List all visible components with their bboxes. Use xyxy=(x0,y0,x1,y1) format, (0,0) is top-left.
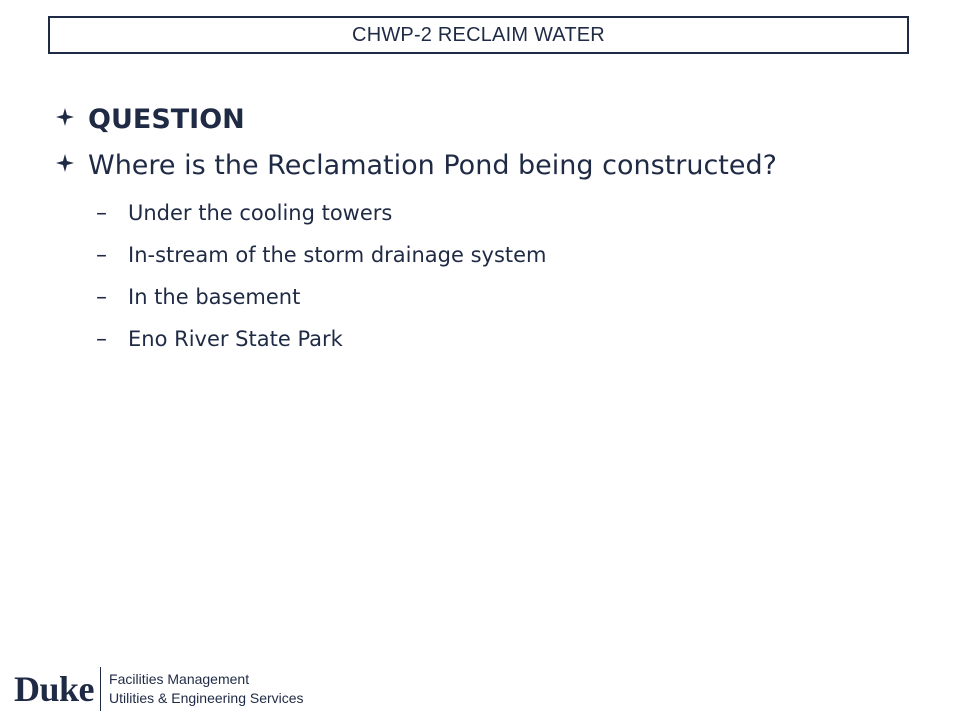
answer-option xyxy=(96,192,916,234)
footer-division: Utilities & Engineering Services xyxy=(109,690,304,706)
dash-glyph: – xyxy=(96,242,107,268)
four-point-star-icon xyxy=(56,154,88,172)
answer-option xyxy=(96,318,916,360)
dash-glyph: – xyxy=(96,284,107,310)
slide-title-box xyxy=(48,16,909,54)
bullet-list xyxy=(56,100,916,360)
bullet-text: Where is the Reclamation Pond being constructed? xyxy=(88,150,777,181)
footer-department: Facilities Management xyxy=(109,671,250,687)
four-point-star-icon xyxy=(56,108,88,126)
dash-glyph: – xyxy=(96,200,107,226)
bullet-text: QUESTION xyxy=(88,104,245,135)
footer-divider xyxy=(100,667,101,711)
answer-option-text: In-stream of the storm drainage system xyxy=(128,243,547,267)
bullet-item-prompt xyxy=(56,146,916,192)
slide-title: CHWP-2 RECLAIM WATER xyxy=(352,23,605,46)
duke-logo: Duke xyxy=(14,669,95,709)
footer-text-block xyxy=(109,670,304,708)
footer xyxy=(14,664,304,714)
answer-option-text: In the basement xyxy=(128,285,301,309)
answer-option-text: Under the cooling towers xyxy=(128,201,393,225)
answer-option-text: Eno River State Park xyxy=(128,327,343,351)
dash-glyph: – xyxy=(96,326,107,352)
answer-option xyxy=(96,234,916,276)
bullet-item-question xyxy=(56,100,916,146)
answer-option xyxy=(96,276,916,318)
